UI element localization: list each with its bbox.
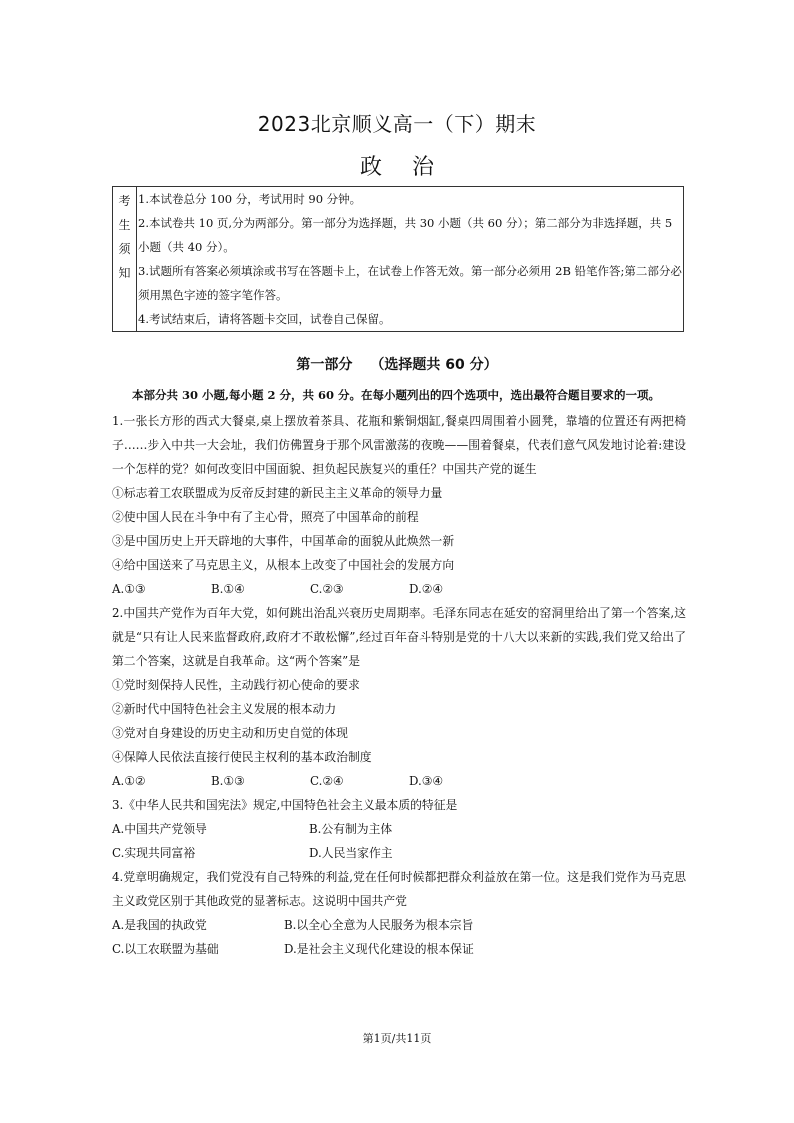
notice-label-char: 考	[118, 194, 131, 208]
question-options	[112, 841, 686, 865]
question-statement: ①标志着工农联盟成为反帝反封建的新民主主义革命的领导力量	[112, 486, 443, 500]
question-stem: 2.中国共产党作为百年大党，如何跳出治乱兴衰历史周期率。毛泽东同志在延安的窑洞里给出了第一个答案,这就是“只有让人民来监督政府,政府才不敢松懈”,经过百年奋斗特别是党的十八大以来新的实践,我们党又给出了第二个答案，这就是自我革命。这“两个答案”是	[112, 606, 686, 668]
question-statement: ②新时代中国特色社会主义发展的根本动力	[112, 702, 337, 716]
section-intro: 本部分共 30 小题,每小题 2 分，共 60 分。在每小题列出的四个选项中，选出最符合题目要求的一项。	[132, 388, 661, 402]
question-options	[112, 769, 686, 793]
question-stem: 4.党章明确规定，我们党没有自己特殊的利益,党在任何时候都把群众利益放在第一位。这是我们党作为马克思主义政党区别于其他政党的显著标志。这说明中国共产党	[112, 870, 686, 908]
question-statement: ④给中国送来了马克思主义，从根本上改变了中国社会的发展方向	[112, 558, 455, 572]
option-b: B.以全心全意为人民服务为根本宗旨	[284, 918, 474, 932]
question-statement: ①党时刻保持人民性，主动践行初心使命的要求	[112, 678, 360, 692]
question-stem: 1.一张长方形的西式大餐桌,桌上摆放着茶具、花瓶和紫铜烟缸,餐桌四周围着小圆凳，靠墙的位置还有两把椅子……步入中共一大会址，我们仿佛置身于那个风雷激荡的夜晚——围着餐桌，代表们意气风发地讨论着:建设一个怎样的党？如何改变旧中国面貌、担负起民族复兴的重任？中国共产党的诞生	[112, 414, 686, 476]
option-a: A.中国共产党领导	[112, 822, 207, 836]
option-d: D.人民当家作主	[309, 846, 393, 860]
question-options	[112, 817, 686, 841]
exam-title: 2023北京顺义高一（下）期末	[257, 112, 537, 136]
option-d: D.③④	[409, 774, 443, 788]
question-options	[112, 913, 686, 937]
section-title: 第一部分	[296, 357, 353, 373]
subject-title: 政治	[359, 155, 464, 180]
option-a: A.①②	[112, 774, 146, 788]
option-b: B.①③	[211, 774, 245, 788]
notice-item: 1.本试卷总分 100 分，考试用时 90 分钟。	[138, 192, 362, 206]
option-d: D.是社会主义现代化建设的根本保证	[284, 942, 474, 956]
notice-item: 2.本试卷共 10 页,分为两部分。第一部分为选择题，共 30 小题（共 60 分）；第二部分为非选择题，共 5 小题（共 40 分）。	[138, 216, 673, 254]
option-a: A.①③	[112, 582, 146, 596]
exam-notice-box	[112, 186, 684, 332]
notice-label	[113, 187, 137, 331]
section-score: （选择题共 60 分）	[370, 357, 498, 373]
option-c: C.以工农联盟为基础	[112, 942, 219, 956]
option-b: B.公有制为主体	[309, 822, 393, 836]
question-statement: ③是中国历史上开天辟地的大事件，中国革命的面貌从此焕然一新	[112, 534, 455, 548]
question-statement: ④保障人民依法直接行使民主权利的基本政治制度	[112, 750, 372, 764]
notice-label-char: 生	[118, 218, 131, 232]
option-a: A.是我国的执政党	[112, 918, 207, 932]
option-b: B.①④	[211, 582, 245, 596]
question-stem: 3.《中华人民共和国宪法》规定,中国特色社会主义最本质的特征是	[112, 798, 458, 812]
notice-item: 3.试题所有答案必须填涂或书写在答题卡上，在试卷上作答无效。第一部分必须用 2B 铅笔作答;第二部分必须用黑色字迹的签字笔作答。	[138, 264, 682, 302]
question-statement: ②使中国人民在斗争中有了主心骨，照亮了中国革命的前程	[112, 510, 419, 524]
question-options	[112, 937, 686, 961]
notice-label-char: 须	[118, 242, 131, 256]
question-statement: ③党对自身建设的历史主动和历史自觉的体现	[112, 726, 348, 740]
questions	[112, 409, 686, 961]
option-c: C.实现共同富裕	[112, 846, 196, 860]
notice-label-char: 知	[118, 266, 131, 280]
page-footer: 第1页/共11页	[362, 1032, 432, 1045]
notice-items	[137, 187, 683, 331]
option-d: D.②④	[409, 582, 443, 596]
option-c: C.②③	[310, 582, 344, 596]
notice-item: 4.考试结束后，请将答题卡交回，试卷自己保留。	[138, 312, 391, 326]
section-heading	[0, 354, 794, 374]
question-options	[112, 577, 686, 601]
option-c: C.②④	[310, 774, 344, 788]
